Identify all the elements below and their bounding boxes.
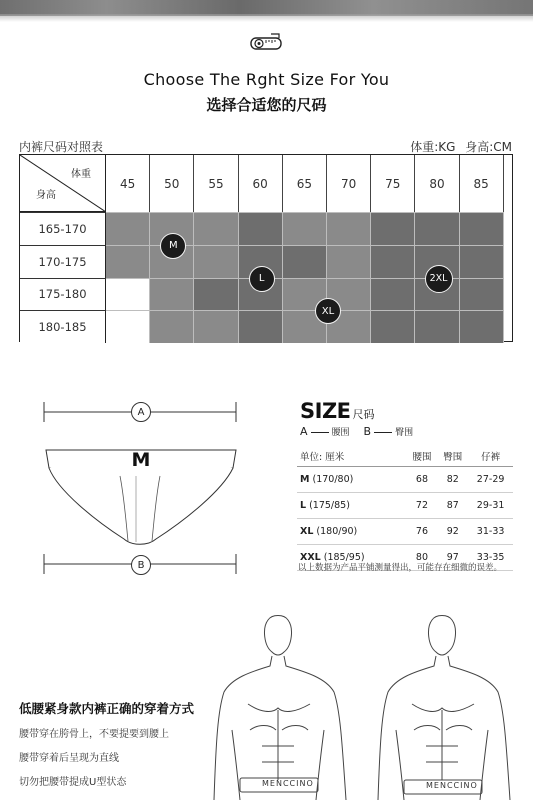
size-cell xyxy=(297,519,407,545)
brief-label-b xyxy=(131,555,151,575)
jeans-cell: 31-33 xyxy=(468,519,513,545)
measurement-note: 以上数据为产品平铺测量得出，可能存在细微的误差。 xyxy=(298,563,503,573)
fabric-photo-strip xyxy=(0,0,533,16)
column-header: 臀围 xyxy=(437,446,468,467)
waistband-text-left: MENCCINO xyxy=(262,779,314,788)
weight-header-85: 85 xyxy=(460,155,504,212)
waist-cell: 72 xyxy=(407,493,438,519)
size-zone-cell xyxy=(415,310,459,343)
weight-header-55: 55 xyxy=(194,155,238,212)
size-range: (175/85) xyxy=(309,500,350,511)
size-zone-cell xyxy=(460,212,504,245)
size-chart-corner xyxy=(20,155,106,212)
brief-label-a-text: A xyxy=(137,406,145,418)
size-zone-cell xyxy=(371,245,415,278)
legend-b-text: 臀围 xyxy=(395,428,414,438)
waistband-text-right: MENCCINO xyxy=(426,781,478,790)
weight-header-60: 60 xyxy=(239,155,283,212)
size-zone-cell xyxy=(327,245,371,278)
weight-header-45: 45 xyxy=(106,155,150,212)
wearing-tip: 切勿把腰带提成U型状态 xyxy=(19,777,127,788)
column-header: 单位: 厘米 xyxy=(297,446,407,467)
wearing-guide-title: 低腰紧身款内裤正确的穿着方式 xyxy=(19,701,195,716)
hip-cell: 87 xyxy=(437,493,468,519)
size-cell xyxy=(297,467,407,493)
size-code: L xyxy=(300,500,307,511)
size-badge-2xl: 2XL xyxy=(425,265,453,293)
size-chart-units: 体重:KG 身高:CM xyxy=(410,140,512,154)
legend-a-text: 腰围 xyxy=(331,428,350,438)
size-zone-cell xyxy=(106,310,150,343)
waist-cell: 68 xyxy=(407,467,438,493)
page-title-english: Choose The Rght Size For You xyxy=(143,70,390,89)
hip-cell: 82 xyxy=(437,467,468,493)
size-zone-cell xyxy=(194,212,238,245)
weight-header-70: 70 xyxy=(327,155,371,212)
weight-header-50: 50 xyxy=(150,155,194,212)
size-chart-title: 内裤尺码对照表 xyxy=(19,140,104,154)
size-range: (170/80) xyxy=(312,474,354,485)
measure-legend xyxy=(300,425,413,438)
size-badge-m: M xyxy=(160,233,186,259)
table-row xyxy=(297,467,513,493)
brief-diagram xyxy=(36,396,246,581)
size-zone-cell xyxy=(106,245,150,278)
size-zone-cell xyxy=(415,212,459,245)
size-heading-cn: 尺码 xyxy=(352,408,375,421)
waist-cell: 80 xyxy=(407,545,438,571)
size-zone-cell xyxy=(371,310,415,343)
size-zone-cell xyxy=(283,245,327,278)
corner-diagonal xyxy=(20,155,106,212)
size-zone-cell xyxy=(327,212,371,245)
size-badge-l: L xyxy=(249,266,275,292)
size-code: XXL xyxy=(300,552,321,563)
size-zone-cell xyxy=(460,245,504,278)
size-zone-cell xyxy=(460,278,504,311)
size-zone-cell xyxy=(106,278,150,311)
size-zone-cell xyxy=(194,278,238,311)
height-header-165-170: 165-170 xyxy=(20,212,106,245)
wearing-tip: 腰带穿着后呈现为直线 xyxy=(19,753,119,764)
size-zone-cell xyxy=(150,278,194,311)
jeans-cell: 27-29 xyxy=(468,467,513,493)
height-axis-label: 身高 xyxy=(36,190,56,201)
waist-cell: 76 xyxy=(407,519,438,545)
size-zone-cell xyxy=(283,212,327,245)
size-range: (185/95) xyxy=(323,552,365,563)
measuring-tape-icon xyxy=(249,33,283,53)
size-code: XL xyxy=(300,526,314,537)
jeans-cell: 33-35 xyxy=(468,545,513,571)
size-zone-cell xyxy=(194,310,238,343)
size-cell xyxy=(297,493,407,519)
size-range: (180/90) xyxy=(316,526,358,537)
size-code: M xyxy=(300,474,310,485)
height-header-170-175: 170-175 xyxy=(20,245,106,278)
brief-label-a xyxy=(131,402,151,422)
size-zone-cell xyxy=(371,278,415,311)
size-zone-cell xyxy=(371,212,415,245)
weight-axis-label: 体重 xyxy=(71,169,91,180)
column-header: 腰围 xyxy=(407,446,438,467)
size-zone-cell xyxy=(194,245,238,278)
column-header: 仔裤 xyxy=(468,446,513,467)
weight-header-75: 75 xyxy=(371,155,415,212)
legend-b-letter: B xyxy=(363,425,372,438)
table-row xyxy=(297,519,513,545)
size-zone-cell xyxy=(239,212,283,245)
hip-cell: 97 xyxy=(437,545,468,571)
size-chart-grid xyxy=(19,154,513,342)
jeans-cell: 29-31 xyxy=(468,493,513,519)
wearing-tip: 腰带穿在胯骨上，不要提要到腰上 xyxy=(19,729,169,740)
height-header-175-180: 175-180 xyxy=(20,278,106,311)
hip-cell: 92 xyxy=(437,519,468,545)
size-zone-cell xyxy=(150,310,194,343)
weight-header-65: 65 xyxy=(283,155,327,212)
table-header-row xyxy=(297,446,513,467)
size-zone-cell xyxy=(460,310,504,343)
size-zone-cell xyxy=(239,310,283,343)
page-title-chinese: 选择合适您的尺码 xyxy=(206,96,327,114)
brief-logo: M xyxy=(131,449,151,471)
weight-header-80: 80 xyxy=(415,155,459,212)
size-zone-cell xyxy=(106,212,150,245)
legend-a-letter: A xyxy=(300,425,308,438)
height-header-180-185: 180-185 xyxy=(20,310,106,343)
size-heading xyxy=(300,399,375,423)
table-row xyxy=(297,493,513,519)
size-badge-xl: XL xyxy=(315,298,341,324)
size-heading-en: SIZE xyxy=(300,399,351,423)
brief-label-b-text: B xyxy=(137,559,145,571)
size-spec-table xyxy=(297,446,513,571)
